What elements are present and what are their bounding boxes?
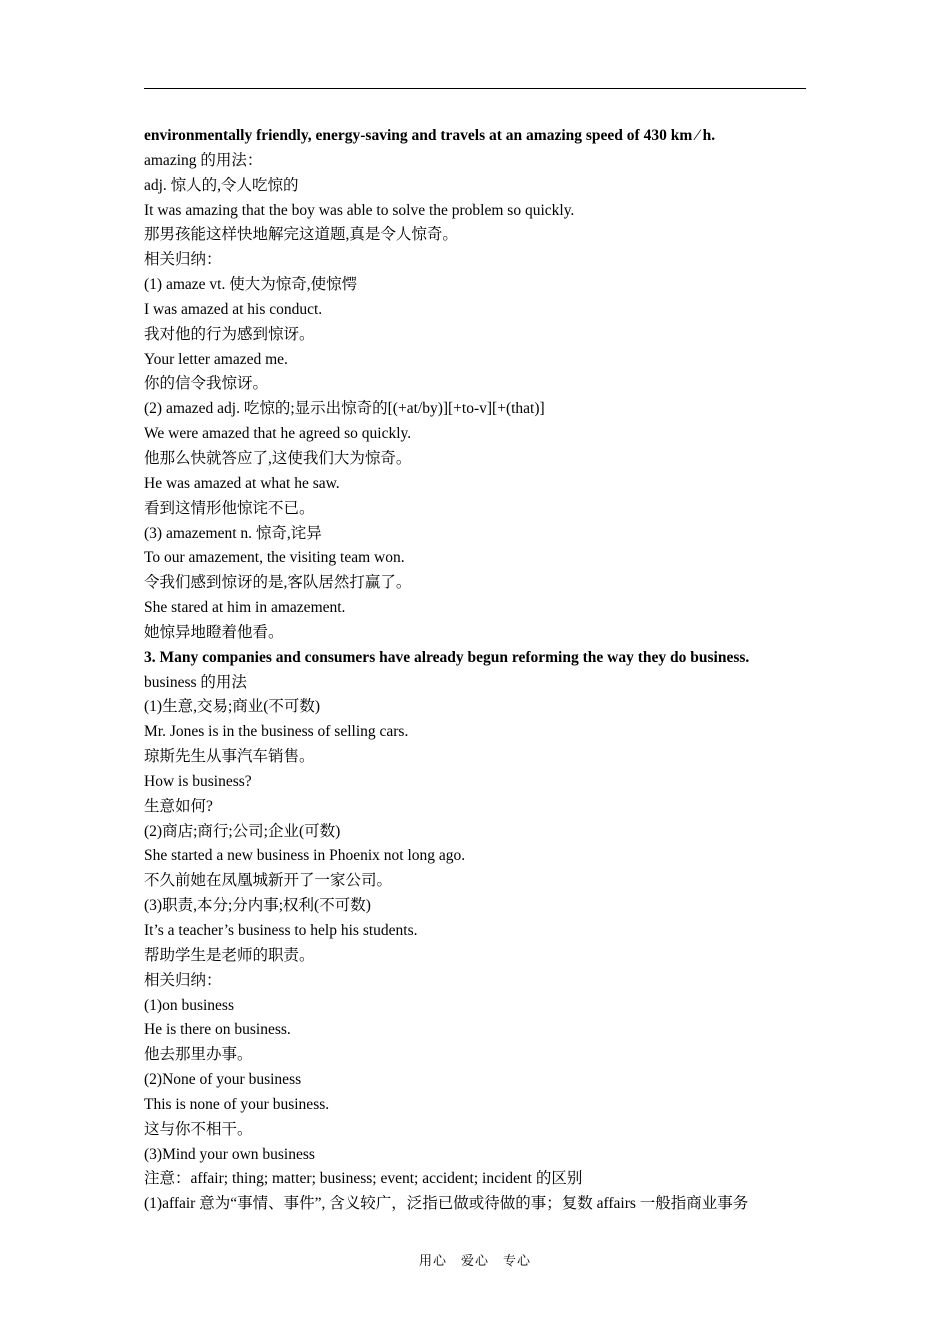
text-line: Mr. Jones is in the business of selling cars.: [144, 723, 409, 741]
text-line: (1)on business: [144, 996, 234, 1014]
text-line: (3)Mind your own business: [144, 1145, 315, 1163]
text-line: 看到这情形他惊诧不已。: [144, 499, 315, 517]
text-line: 相关归纳：: [144, 971, 222, 989]
text-line: How is business?: [144, 772, 252, 790]
text-line: 我对他的行为感到惊讶。: [144, 325, 315, 343]
text-line: 不久前她在凤凰城新开了一家公司。: [144, 872, 393, 890]
section-heading: environmentally friendly, energy-saving and travels at an amazing speed of 430 km ⁄ h.: [144, 127, 716, 144]
text-line: 他去那里办事。: [144, 1046, 253, 1064]
text-line: She stared at him in amazement.: [144, 599, 346, 617]
text-line: (2) amazed adj. 吃惊的;显示出惊奇的[(+at/by)][+to-v][+(that)]: [144, 400, 545, 418]
text-line: (3) amazement n. 惊奇,诧异: [144, 524, 322, 542]
text-line: (3)职责,本分;分内事;权利(不可数): [144, 897, 371, 915]
text-line: (1)affair 意为“事情、事件”, 含义较广，泛指已做或待做的事；复数 affairs 一般指商业事务: [144, 1195, 749, 1213]
text-line: (2)商店;商行;公司;企业(可数): [144, 822, 341, 840]
text-line: She started a new business in Phoenix not long ago.: [144, 847, 466, 865]
text-line: business 的用法: [144, 673, 247, 691]
text-line: We were amazed that he agreed so quickly.: [144, 425, 412, 443]
text-line: This is none of your business.: [144, 1095, 330, 1113]
section-heading: 3. Many companies and consumers have already begun reforming the way they do business.: [144, 648, 750, 666]
text-line: adj. 惊人的,令人吃惊的: [144, 176, 299, 194]
text-line: 她惊异地瞪着他看。: [144, 623, 284, 641]
text-line: 那男孩能这样快地解完这道题,真是令人惊奇。: [144, 226, 458, 244]
page-footer: 用心 爱心 专心: [418, 1254, 531, 1269]
text-line: (1) amaze vt. 使大为惊奇,使惊愕: [144, 276, 358, 294]
text-line: Your letter amazed me.: [144, 350, 288, 368]
text-line: 令我们感到惊讶的是,客队居然打赢了。: [144, 574, 412, 592]
text-line: 这与你不相干。: [144, 1120, 253, 1138]
text-line: It was amazing that the boy was able to solve the problem so quickly.: [144, 201, 575, 219]
document-body: [144, 124, 814, 1217]
text-line: (1)生意,交易;商业(不可数): [144, 698, 321, 716]
text-line: 帮助学生是老师的职责。: [144, 946, 315, 964]
header-rule: [144, 88, 806, 89]
text-line: He is there on business.: [144, 1021, 291, 1039]
text-line: He was amazed at what he saw.: [144, 474, 340, 492]
text-line: It’s a teacher’s business to help his students.: [144, 922, 418, 939]
text-line: amazing 的用法：: [144, 151, 263, 169]
text-line: (2)None of your business: [144, 1071, 302, 1089]
text-line: 琼斯先生从事汽车销售。: [144, 748, 315, 766]
text-line: 相关归纳：: [144, 251, 222, 269]
text-line: 生意如何?: [144, 797, 213, 815]
text-line: To our amazement, the visiting team won.: [144, 549, 405, 567]
text-line: 注意：affair; thing; matter; business; event; accident; incident 的区别: [144, 1170, 583, 1188]
text-line: 他那么快就答应了,这使我们大为惊奇。: [144, 449, 412, 467]
text-line: I was amazed at his conduct.: [144, 300, 323, 318]
text-line: 你的信令我惊讶。: [144, 375, 269, 393]
